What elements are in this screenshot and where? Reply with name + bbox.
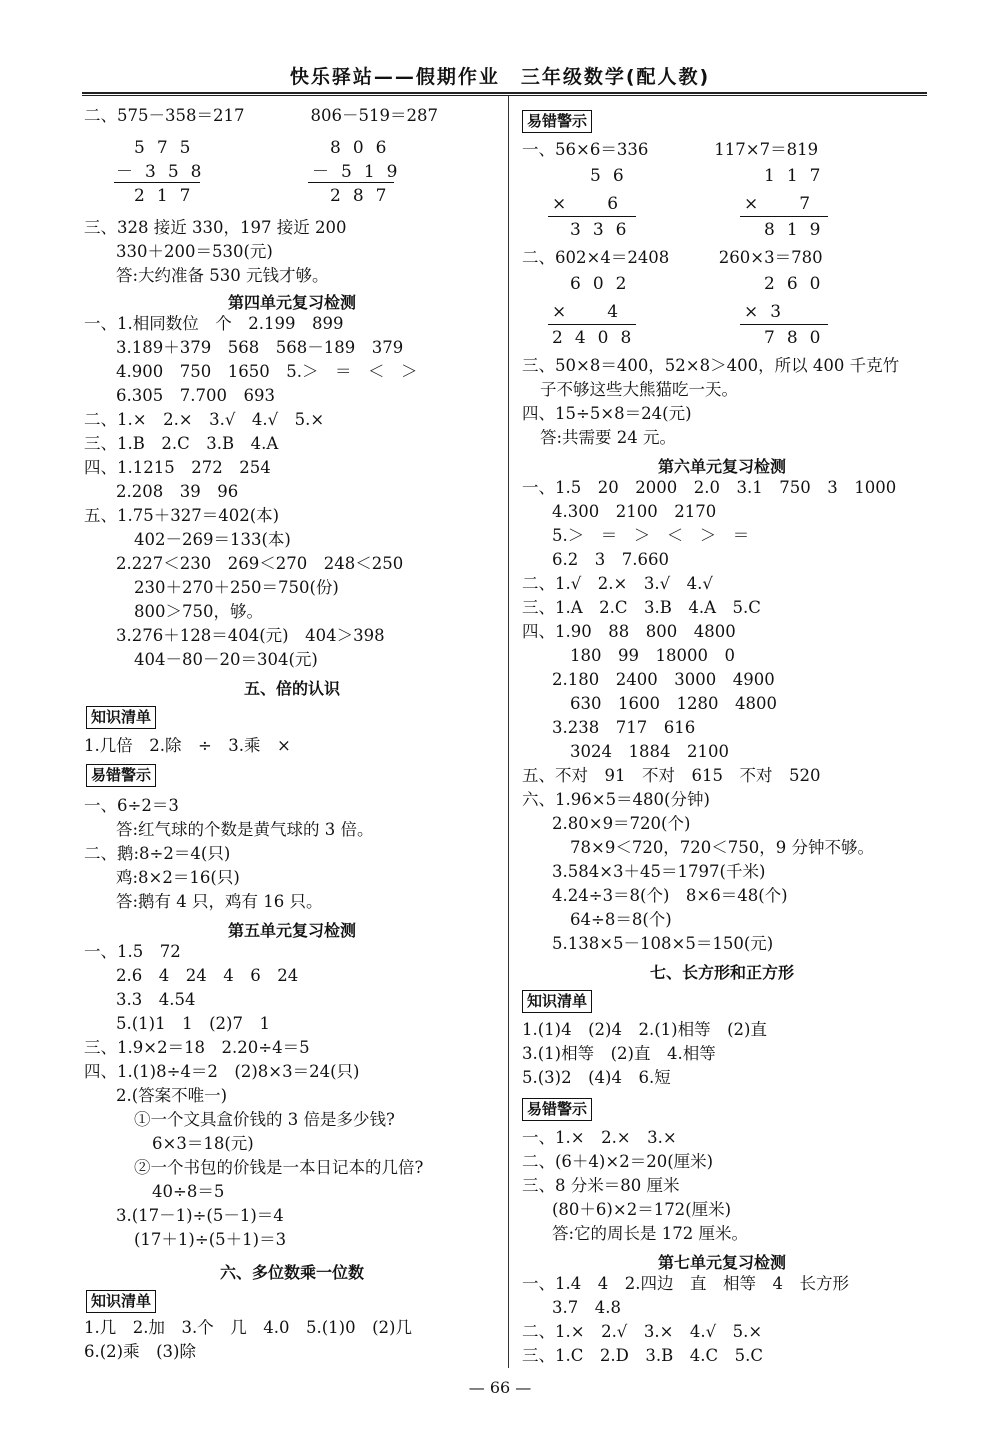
answer-line: 3024 1884 2100 <box>570 742 729 761</box>
calc-rule <box>548 216 636 217</box>
calc-rule <box>740 324 828 325</box>
boxed-label: 易错警示 <box>86 764 156 787</box>
answer-line: 230＋270＋250＝750(份) <box>134 578 339 597</box>
vertical-calc-row: 819 <box>764 220 833 240</box>
answer-line: 四、15÷5×8＝24(元) <box>522 404 692 423</box>
vertical-calc-row: 217 <box>134 186 203 206</box>
answer-line: 答:共需要 24 元。 <box>540 428 677 447</box>
page-number: — 66 — <box>468 1378 532 1397</box>
answer-line: 402－269＝133(本) <box>134 530 291 549</box>
answer-line: 1.几 2.加 3.个 几 4.0 5.(1)0 (2)几 <box>84 1318 412 1337</box>
answer-line: 40÷8＝5 <box>152 1182 225 1201</box>
answer-line: 2.(答案不唯一) <box>116 1086 228 1105</box>
page-header: 快乐驿站——假期作业 三年级数学(配人教) <box>289 66 711 88</box>
vertical-calc-row: 2408 <box>552 328 644 348</box>
answer-line: 2.80×9＝720(个) <box>552 814 691 833</box>
answer-line: 800＞750，够。 <box>134 602 263 621</box>
answer-line: 404－80－20＝304(元) <box>134 650 318 669</box>
answer-line: 一、1.5 20 2000 2.0 3.1 750 3 1000 <box>522 478 897 497</box>
boxed-label: 知识清单 <box>86 1290 156 1313</box>
answer-line: 答:红气球的个数是黄气球的 3 倍。 <box>116 820 374 839</box>
answer-line: 二、鹅:8÷2＝4(只) <box>84 844 231 863</box>
answer-line: 三、8 分米＝80 厘米 <box>522 1176 680 1195</box>
answer-line: 一、1.× 2.× 3.× <box>522 1128 677 1147</box>
header-rule-thin <box>82 95 927 96</box>
answer-line: 答:鹅有 4 只，鸡有 16 只。 <box>116 892 323 911</box>
answer-line: 一、56×6＝336 117×7＝819 <box>522 140 819 159</box>
answer-line: 3.238 717 616 <box>552 718 696 737</box>
answer-line: 二、1.√ 2.× 3.√ 4.√ <box>522 574 713 593</box>
answer-line: 1.(1)4 (2)4 2.(1)相等 (2)直 <box>522 1020 767 1039</box>
answer-line: 2.180 2400 3000 4900 <box>552 670 775 689</box>
column-divider <box>508 96 509 1368</box>
answer-line: 四、1.90 88 800 4800 <box>522 622 736 641</box>
vertical-calc-row: × 6 <box>552 194 631 214</box>
section-heading: 六、多位数乘一位数 <box>219 1263 364 1282</box>
answer-line: 6.(2)乘 (3)除 <box>84 1342 196 1361</box>
section-heading: 五、倍的认识 <box>243 679 340 698</box>
answer-line: 4.24÷3＝8(个) 8×6＝48(个) <box>552 886 788 905</box>
answer-line: 2.227＜230 269＜270 248＜250 <box>116 554 404 573</box>
answer-line: 三、1.C 2.D 3.B 4.C 5.C <box>522 1346 763 1365</box>
answer-line: 4.300 2100 2170 <box>552 502 717 521</box>
answer-line: 六、1.96×5＝480(分钟) <box>522 790 710 809</box>
calc-rule <box>308 182 394 183</box>
vertical-calc-row: 602 <box>570 274 639 294</box>
answer-line: 一、1.相同数位 个 2.199 899 <box>84 314 344 333</box>
answer-line: (17＋1)÷(5＋1)＝3 <box>134 1230 287 1249</box>
section-heading: 第五单元复习检测 <box>227 921 356 940</box>
answer-line: 一、1.4 4 2.四边 直 相等 4 长方形 <box>522 1274 849 1293</box>
header-rule <box>82 92 927 94</box>
answer-line: 二、(6＋4)×2＝20(厘米) <box>522 1152 714 1171</box>
vertical-calc-row: × 7 <box>744 194 823 214</box>
answer-line: 三、328 接近 330，197 接近 200 <box>84 218 347 237</box>
answer-line: 四、1.1215 272 254 <box>84 458 271 477</box>
answer-line: 3.3 4.54 <box>116 990 196 1009</box>
section-heading: 第四单元复习检测 <box>227 293 356 312</box>
answer-line: 二、602×4＝2408 260×3＝780 <box>522 248 823 267</box>
section-heading: 第六单元复习检测 <box>657 457 786 476</box>
vertical-calc-row: 575 <box>134 138 203 158</box>
boxed-label: 易错警示 <box>522 110 592 133</box>
answer-line: 6×3＝18(元) <box>152 1134 254 1153</box>
answer-line: ②一个书包的价钱是一本日记本的几倍? <box>134 1158 424 1177</box>
answer-line: 3.189＋379 568 568－189 379 <box>116 338 404 357</box>
answer-line: 二、575－358＝217 806－519＝287 <box>84 106 438 125</box>
page-number-text: 66 <box>489 1378 511 1397</box>
vertical-calc-row: 260 <box>764 274 833 294</box>
vertical-calc-row: ×3 <box>744 302 794 322</box>
vertical-calc-row: －519 <box>312 162 410 182</box>
section-heading: 七、长方形和正方形 <box>649 963 794 982</box>
vertical-calc-row: 287 <box>330 186 399 206</box>
answer-line: ①一个文具盒价钱的 3 倍是多少钱? <box>134 1110 395 1129</box>
answer-line: 鸡:8×2＝16(只) <box>116 868 240 887</box>
answer-line: 1.几倍 2.除 ÷ 3.乘 × <box>84 736 291 755</box>
answer-line: 二、1.× 2.× 3.√ 4.√ 5.× <box>84 410 325 429</box>
vertical-calc-row: 780 <box>764 328 833 348</box>
section-heading: 第七单元复习检测 <box>657 1253 786 1272</box>
answer-line: 3.(17－1)÷(5－1)＝4 <box>116 1206 284 1225</box>
answer-line: 答:它的周长是 172 厘米。 <box>552 1224 749 1243</box>
answer-line: 5.(3)2 (4)4 6.短 <box>522 1068 671 1087</box>
answer-line: 答:大约准备 530 元钱才够。 <box>116 266 329 285</box>
answer-line: 6.305 7.700 693 <box>116 386 275 405</box>
calc-rule <box>548 324 636 325</box>
answer-line: 180 99 18000 0 <box>570 646 735 665</box>
answer-line: 6.2 3 7.660 <box>552 550 669 569</box>
answer-line: 四、1.(1)8÷4＝2 (2)8×3＝24(只) <box>84 1062 360 1081</box>
answer-line: 78×9＜720，720＜750，9 分钟不够。 <box>570 838 875 857</box>
answer-line: 5.＞ ＝ ＞ ＜ ＞ ＝ <box>552 526 750 545</box>
answer-line: 3.(1)相等 (2)直 4.相等 <box>522 1044 716 1063</box>
answer-line: 5.(1)1 1 (2)7 1 <box>116 1014 270 1033</box>
answer-line: 3.276＋128＝404(元) 404＞398 <box>116 626 385 645</box>
answer-line: 三、1.9×2＝18 2.20÷4＝5 <box>84 1038 310 1057</box>
calc-rule <box>114 182 200 183</box>
answer-line: 3.7 4.8 <box>552 1298 621 1317</box>
answer-line: 3.584×3＋45＝1797(千米) <box>552 862 766 881</box>
vertical-calc-row: 806 <box>330 138 399 158</box>
boxed-label: 知识清单 <box>522 990 592 1013</box>
answer-line: (80＋6)×2＝172(厘米) <box>552 1200 732 1219</box>
vertical-calc-row: 56 <box>590 166 636 186</box>
answer-line: 2.208 39 96 <box>116 482 239 501</box>
boxed-label: 知识清单 <box>86 706 156 729</box>
answer-line: 三、50×8＝400，52×8＞400，所以 400 千克竹 <box>522 356 900 375</box>
answer-line: 4.900 750 1650 5.＞ ＝ ＜ ＞ <box>116 362 418 381</box>
answer-line: 64÷8＝8(个) <box>570 910 672 929</box>
calc-rule <box>740 216 828 217</box>
answer-line: 630 1600 1280 4800 <box>570 694 777 713</box>
answer-line: 五、1.75＋327＝402(本) <box>84 506 280 525</box>
vertical-calc-row: －358 <box>116 162 214 182</box>
answer-line: 330＋200＝530(元) <box>116 242 273 261</box>
vertical-calc-row: × 4 <box>552 302 631 322</box>
answer-line: 三、1.A 2.C 3.B 4.A 5.C <box>522 598 761 617</box>
answer-line: 三、1.B 2.C 3.B 4.A <box>84 434 279 453</box>
vertical-calc-row: 117 <box>764 166 833 186</box>
answer-line: 一、6÷2＝3 <box>84 796 179 815</box>
answer-line: 五、不对 91 不对 615 不对 520 <box>522 766 821 785</box>
vertical-calc-row: 336 <box>570 220 639 240</box>
answer-line: 二、1.× 2.√ 3.× 4.√ 5.× <box>522 1322 763 1341</box>
boxed-label: 易错警示 <box>522 1098 592 1121</box>
answer-line: 5.138×5－108×5＝150(元) <box>552 934 774 953</box>
answer-line: 一、1.5 72 <box>84 942 181 961</box>
answer-line: 2.6 4 24 4 6 24 <box>116 966 299 985</box>
answer-line: 子不够这些大熊猫吃一天。 <box>540 380 738 399</box>
